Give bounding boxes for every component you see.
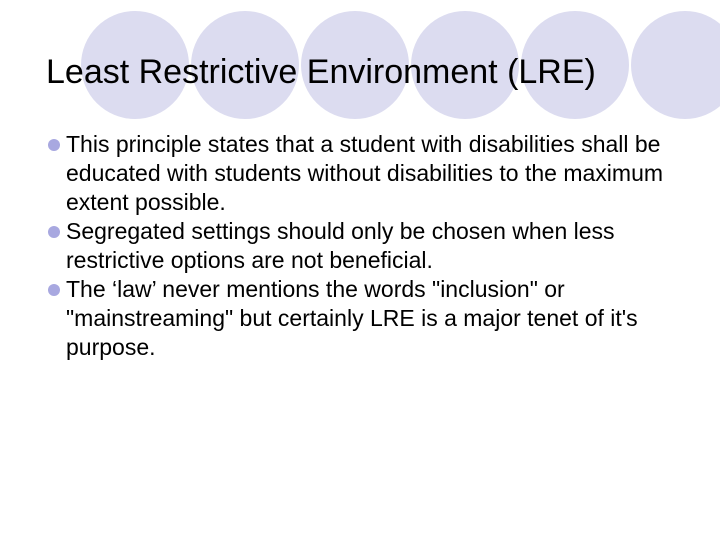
bullet-item <box>48 275 698 362</box>
bullet-dot-icon <box>48 226 60 238</box>
bullet-list <box>48 130 698 362</box>
bullet-item <box>48 130 698 217</box>
bullet-text: Segregated settings should only be chosen when less restrictive options are not beneficial. <box>66 218 615 273</box>
bullet-dot-icon <box>48 284 60 296</box>
slide-title: Least Restrictive Environment (LRE) <box>46 53 596 91</box>
bullet-text: This principle states that a student with disabilities shall be educated with students without disabilities to the maximum extent possible. <box>66 131 664 215</box>
bullet-dot-icon <box>48 139 60 151</box>
bullet-text: The ‘law’ never mentions the words "inclusion" or "mainstreaming" but certainly LRE is a major tenet of it's purpose. <box>66 276 638 360</box>
bullet-item <box>48 217 698 275</box>
